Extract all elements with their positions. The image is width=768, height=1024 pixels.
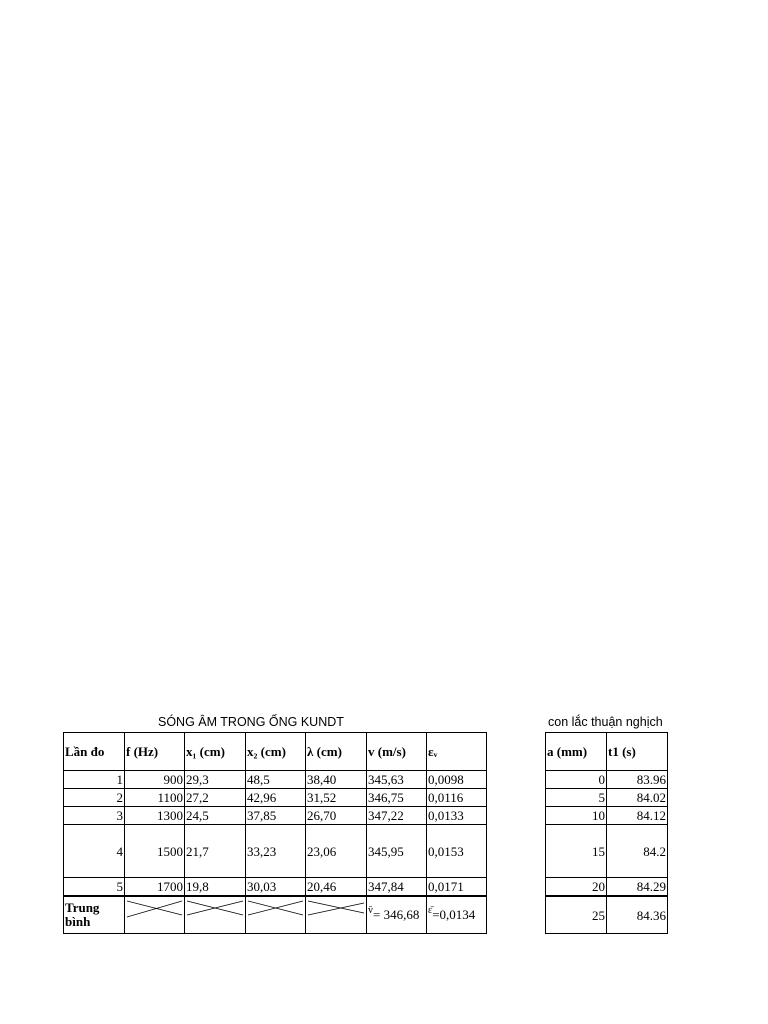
cell-velocity: 347,84 (367, 878, 427, 897)
table-row (546, 789, 668, 807)
header-lan-do: Lần đo (64, 733, 125, 771)
cell-a: 20 (546, 878, 607, 897)
average-error-symbol: ε̄ (428, 904, 433, 916)
average-label: Trung bình (64, 896, 125, 934)
cell-x2: 37,85 (246, 807, 306, 825)
cell-frequency: 1700 (125, 878, 185, 897)
cell-a: 25 (546, 896, 607, 934)
cell-wavelength: 31,52 (306, 789, 367, 807)
average-error (427, 896, 487, 934)
crossed-out-cell (246, 896, 306, 934)
cell-velocity: 345,63 (367, 771, 427, 789)
pendulum-header-row (546, 733, 668, 771)
cell-velocity: 347,22 (367, 807, 427, 825)
cell-frequency: 1500 (125, 825, 185, 878)
table-row (64, 878, 487, 897)
cell-a: 0 (546, 771, 607, 789)
cell-t1: 84.12 (607, 807, 668, 825)
cell-trial: 5 (64, 878, 125, 897)
cell-velocity: 345,95 (367, 825, 427, 878)
average-error-value: =0,0134 (432, 906, 476, 922)
cell-t1: 84.2 (607, 825, 668, 878)
cell-error: 0,0133 (427, 807, 487, 825)
cell-t1: 84.02 (607, 789, 668, 807)
cell-x1: 21,7 (185, 825, 246, 878)
pendulum-table-title: con lắc thuận nghịch (548, 715, 663, 729)
cell-trial: 2 (64, 789, 125, 807)
table-row (64, 825, 487, 878)
cell-wavelength: 26,70 (306, 807, 367, 825)
pendulum-data-table (545, 732, 668, 934)
cell-error: 0,0153 (427, 825, 487, 878)
header-x2: x₂ (cm) (246, 733, 306, 771)
kundt-table-title: SÓNG ÂM TRONG ỐNG KUNDT (158, 715, 344, 729)
kundt-data-table (63, 732, 487, 934)
table-row (546, 771, 668, 789)
cell-frequency: 1300 (125, 807, 185, 825)
cell-x2: 30,03 (246, 878, 306, 897)
cell-x1: 19,8 (185, 878, 246, 897)
kundt-header-row (64, 733, 487, 771)
cell-trial: 1 (64, 771, 125, 789)
cell-frequency: 900 (125, 771, 185, 789)
crossed-out-cell (185, 896, 246, 934)
cell-error: 0,0098 (427, 771, 487, 789)
table-row (546, 825, 668, 878)
table-row (546, 807, 668, 825)
table-row (546, 878, 668, 897)
header-wavelength: λ (cm) (306, 733, 367, 771)
cell-x2: 48,5 (246, 771, 306, 789)
header-a-mm: a (mm) (546, 733, 607, 771)
crossed-out-cell (306, 896, 367, 934)
cell-x2: 33,23 (246, 825, 306, 878)
header-relative-error: εᵥ (427, 733, 487, 771)
cell-wavelength: 23,06 (306, 825, 367, 878)
cell-velocity: 346,75 (367, 789, 427, 807)
header-t1: t1 (s) (607, 733, 668, 771)
average-velocity-symbol: v̄ (368, 904, 373, 916)
average-velocity-value: = 346,68 (373, 906, 420, 922)
cell-wavelength: 38,40 (306, 771, 367, 789)
average-velocity (367, 896, 427, 934)
cell-x1: 27,2 (185, 789, 246, 807)
table-row (64, 789, 487, 807)
cell-x2: 42,96 (246, 789, 306, 807)
cell-trial: 4 (64, 825, 125, 878)
table-row (546, 896, 668, 934)
cell-a: 15 (546, 825, 607, 878)
cell-x1: 24,5 (185, 807, 246, 825)
cell-error: 0,0171 (427, 878, 487, 897)
cell-t1: 83.96 (607, 771, 668, 789)
cell-t1: 84.36 (607, 896, 668, 934)
header-frequency: f (Hz) (125, 733, 185, 771)
average-row (64, 896, 487, 934)
cell-trial: 3 (64, 807, 125, 825)
cell-a: 10 (546, 807, 607, 825)
header-velocity: v (m/s) (367, 733, 427, 771)
cell-frequency: 1100 (125, 789, 185, 807)
header-x1: x₁ (cm) (185, 733, 246, 771)
table-row (64, 771, 487, 789)
cell-error: 0,0116 (427, 789, 487, 807)
crossed-out-cell (125, 896, 185, 934)
cell-wavelength: 20,46 (306, 878, 367, 897)
cell-a: 5 (546, 789, 607, 807)
table-row (64, 807, 487, 825)
cell-x1: 29,3 (185, 771, 246, 789)
cell-t1: 84.29 (607, 878, 668, 897)
